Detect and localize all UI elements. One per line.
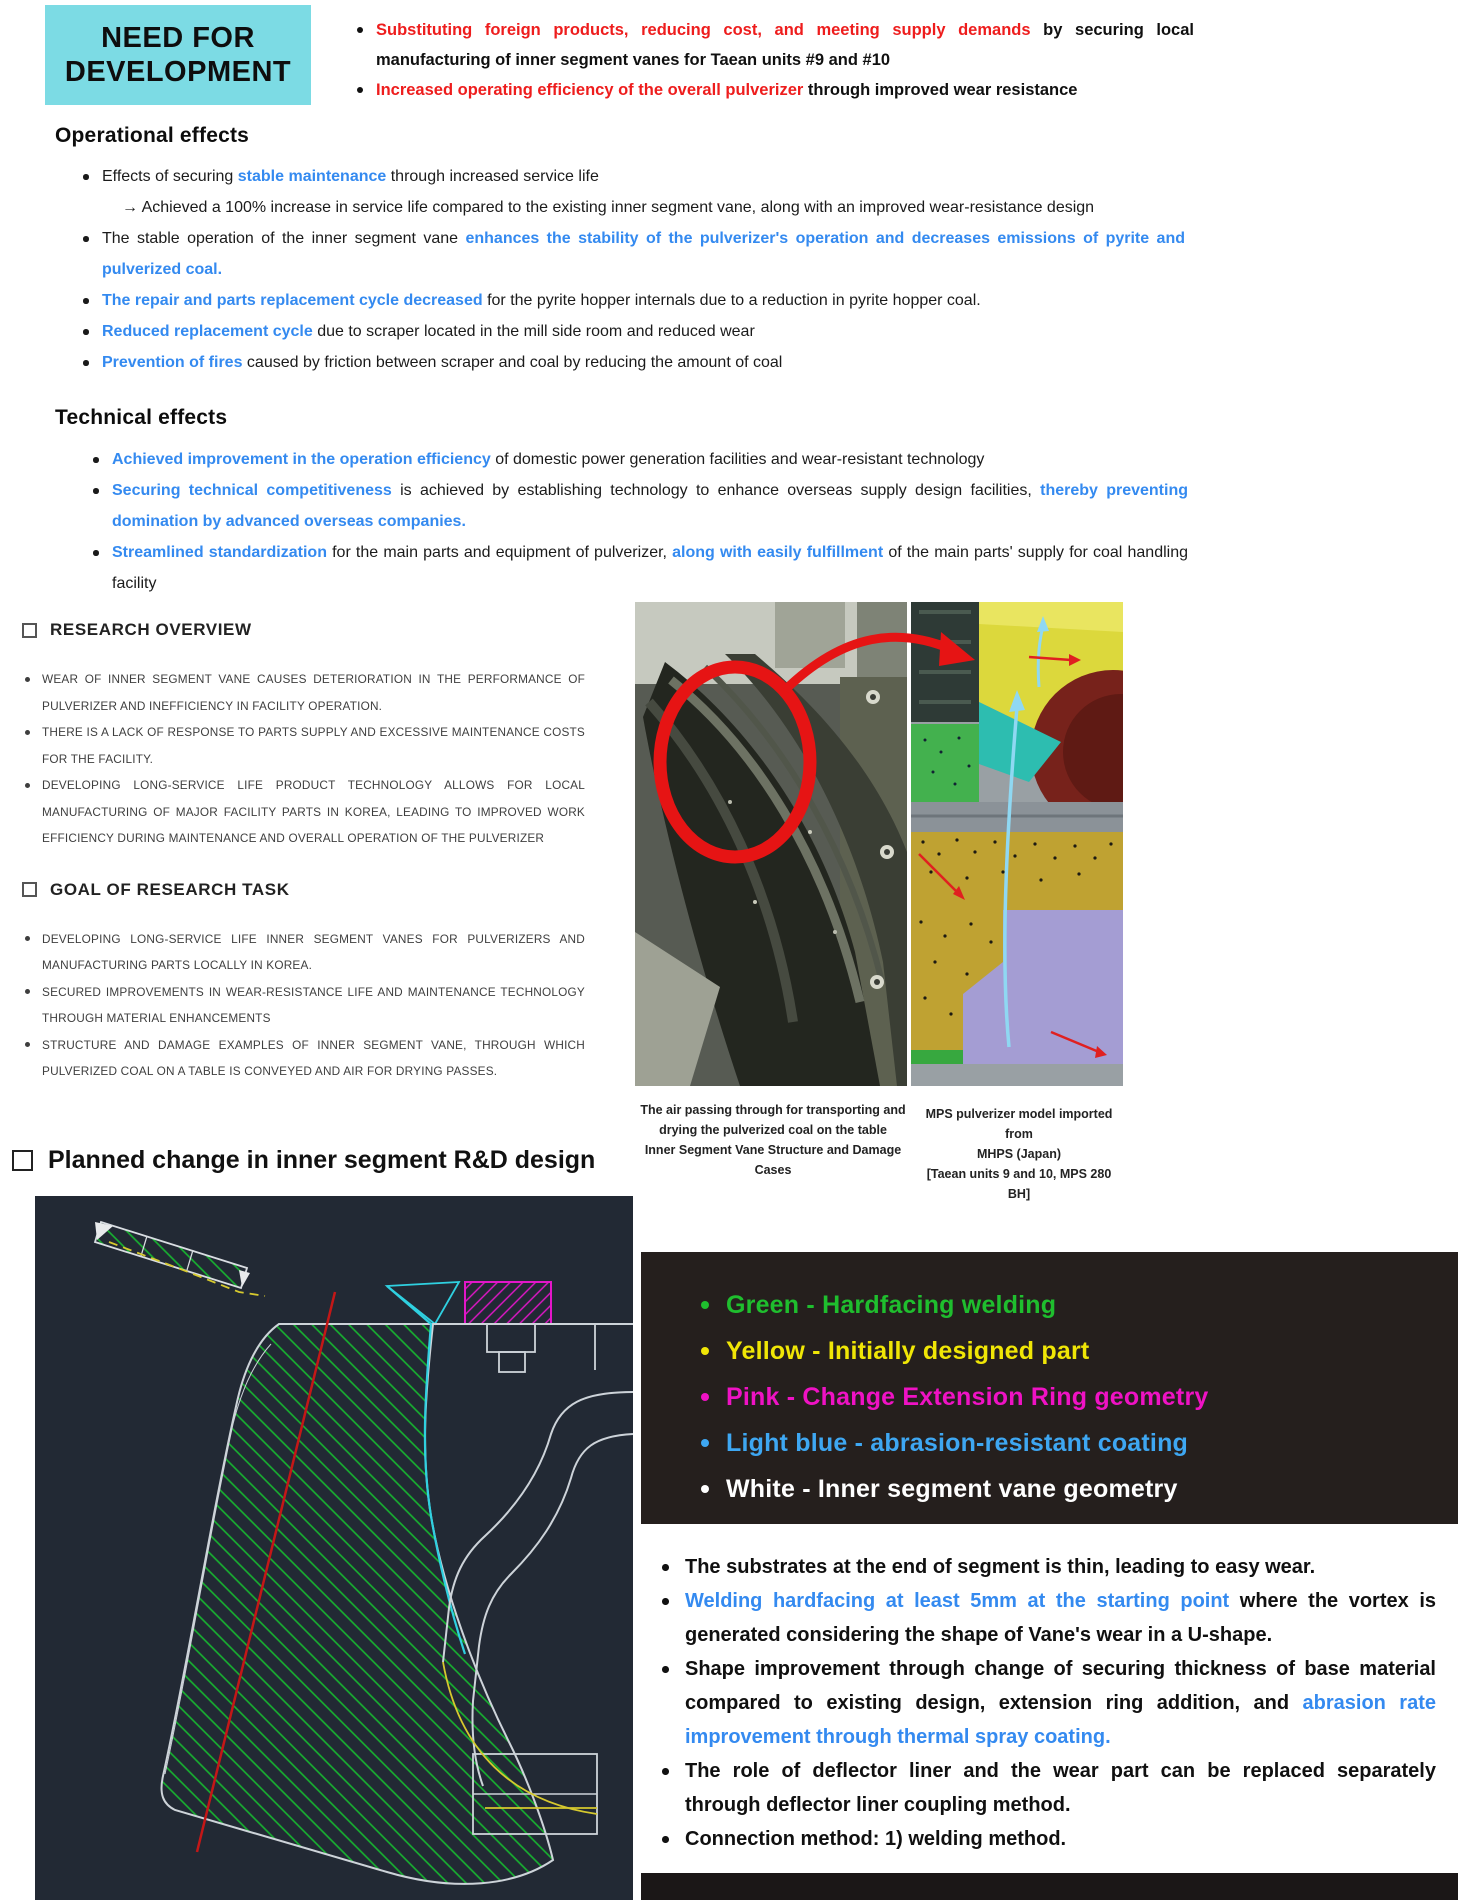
header-bullet: Substituting foreign products, reducing cost, and meeting supply demands by securing local manufacturing of inner segment vanes for Taean units #9 and #10 bbox=[352, 15, 1194, 75]
legend-item-yellow: Yellow - Initially designed part bbox=[699, 1328, 1458, 1374]
operational-effects-heading: Operational effects bbox=[55, 124, 250, 147]
right-photo-caption bbox=[916, 1104, 1122, 1204]
bullet-item: Effects of securing stable maintenance through increased service life bbox=[78, 161, 1185, 192]
caption-line: The air passing through for transporting and bbox=[640, 1103, 906, 1117]
header-bullet-list bbox=[352, 15, 1194, 105]
list-item: SECURED IMPROVEMENTS IN WEAR-RESISTANCE LIFE AND MAINTENANCE TECHNOLOGY THROUGH MATERIAL ENHANCEMENTS bbox=[22, 979, 585, 1032]
bullet-item: Reduced replacement cycle due to scraper located in the mill side room and reduced wear bbox=[78, 316, 1185, 347]
design-notes-list bbox=[658, 1550, 1436, 1856]
goal-of-research-heading bbox=[22, 880, 585, 900]
need-for-development-banner bbox=[45, 5, 311, 105]
technical-effects-heading: Technical effects bbox=[55, 406, 228, 429]
bullet-item: The stable operation of the inner segment vane enhances the stability of the pulverizer's operation and decreases emissions of pyrite and pulverized coal. bbox=[78, 223, 1185, 285]
note-item: Welding hardfacing at least 5mm at the starting point where the vortex is generated considering the shape of Vane's wear in a U-shape. bbox=[658, 1584, 1436, 1652]
left-photo-caption bbox=[640, 1100, 906, 1180]
legend-item-pink: Pink - Change Extension Ring geometry bbox=[699, 1374, 1458, 1420]
research-overview-heading bbox=[22, 620, 585, 640]
caption-line: [Taean units 9 and 10, MPS 280 BH] bbox=[926, 1167, 1112, 1201]
list-item: DEVELOPING LONG-SERVICE LIFE INNER SEGMENT VANES FOR PULVERIZERS AND MANUFACTURING PARTS LOCALLY IN KOREA. bbox=[22, 926, 585, 979]
banner-title-line1: NEED FOR bbox=[101, 22, 255, 54]
checkbox-icon bbox=[22, 623, 37, 638]
bullet-item: Securing technical competitiveness is achieved by establishing technology to enhance overseas supply design facilities, thereby preventing domination by advanced overseas companies. bbox=[88, 475, 1188, 537]
operational-effects-list bbox=[78, 161, 1185, 378]
banner-title-line2: DEVELOPMENT bbox=[64, 56, 292, 88]
pulverizer-diagram-image bbox=[911, 602, 1123, 1086]
legend-item-white: White - Inner segment vane geometry bbox=[699, 1466, 1458, 1512]
bullet-item: Streamlined standardization for the main parts and equipment of pulverizer, along with easily fulfillment of the main parts' supply for coal handling facility bbox=[88, 537, 1188, 599]
legend-item-light-blue: Light blue - abrasion-resistant coating bbox=[699, 1420, 1458, 1466]
caption-line: drying the pulverized coal on the table bbox=[659, 1123, 887, 1137]
bottom-divider-bar bbox=[641, 1873, 1458, 1900]
bullet-subitem: → Achieved a 100% increase in service life compared to the existing inner segment vane, along with an improved wear-resistance design bbox=[122, 199, 1095, 216]
caption-line: Inner Segment Vane Structure and Damage Cases bbox=[644, 1143, 902, 1177]
legend-item-green: Green - Hardfacing welding bbox=[699, 1282, 1458, 1328]
header-bullet: Increased operating efficiency of the overall pulverizer through improved wear resistance bbox=[352, 75, 1194, 105]
vane-photo-image bbox=[635, 602, 907, 1086]
design-legend-panel bbox=[641, 1252, 1458, 1524]
research-overview-title: RESEARCH OVERVIEW bbox=[50, 620, 252, 639]
pulverizer-model-diagram bbox=[911, 602, 1123, 1086]
cad-drawing bbox=[35, 1196, 633, 1900]
note-item: Connection method: 1) welding method. bbox=[658, 1822, 1436, 1856]
note-item: The substrates at the end of segment is thin, leading to easy wear. bbox=[658, 1550, 1436, 1584]
list-item: THERE IS A LACK OF RESPONSE TO PARTS SUPPLY AND EXCESSIVE MAINTENANCE COSTS FOR THE FACILITY. bbox=[22, 719, 585, 772]
bullet-item: Achieved improvement in the operation efficiency of domestic power generation facilities and wear-resistant technology bbox=[88, 444, 1188, 475]
checkbox-icon bbox=[12, 1150, 33, 1171]
list-item: DEVELOPING LONG-SERVICE LIFE PRODUCT TECHNOLOGY ALLOWS FOR LOCAL MANUFACTURING OF MAJOR FACILITY PARTS IN KOREA, LEADING TO IMPROVED WORK EFFICIENCY DURING MAINTENANCE AND OVERALL OPERATION OF THE PULVERIZER bbox=[22, 772, 585, 852]
goal-of-research-list bbox=[22, 926, 585, 1085]
research-overview-list bbox=[22, 666, 585, 852]
technical-effects-list bbox=[88, 444, 1188, 599]
extension-ring-shape bbox=[465, 1282, 551, 1324]
planned-change-heading bbox=[12, 1146, 595, 1175]
list-item: STRUCTURE AND DAMAGE EXAMPLES OF INNER SEGMENT VANE, THROUGH WHICH PULVERIZED COAL ON A TABLE IS CONVEYED AND AIR FOR DRYING PASSES. bbox=[22, 1032, 585, 1085]
note-item: Shape improvement through change of securing thickness of base material compared to existing design, extension ring addition, and abrasion rate improvement through thermal spray coating. bbox=[658, 1652, 1436, 1754]
checkbox-icon bbox=[22, 882, 37, 897]
note-item: The role of deflector liner and the wear part can be replaced separately through deflector liner coupling method. bbox=[658, 1754, 1436, 1822]
caption-line: MHPS (Japan) bbox=[976, 1147, 1062, 1161]
planned-change-title: Planned change in inner segment R&D design bbox=[48, 1146, 596, 1174]
list-item: WEAR OF INNER SEGMENT VANE CAUSES DETERIORATION IN THE PERFORMANCE OF PULVERIZER AND INEFFICIENCY IN FACILITY OPERATION. bbox=[22, 666, 585, 719]
goal-of-research-title: GOAL OF RESEARCH TASK bbox=[50, 879, 290, 899]
cad-drawing-image bbox=[35, 1196, 633, 1900]
research-column bbox=[22, 620, 585, 1085]
caption-line: MPS pulverizer model imported from bbox=[925, 1107, 1113, 1141]
vane-damage-photo bbox=[635, 602, 907, 1086]
bullet-item: The repair and parts replacement cycle decreased for the pyrite hopper internals due to a reduction in pyrite hopper coal. bbox=[78, 285, 1185, 316]
bullet-item: Prevention of fires caused by friction between scraper and coal by reducing the amount of coal bbox=[78, 347, 1185, 378]
